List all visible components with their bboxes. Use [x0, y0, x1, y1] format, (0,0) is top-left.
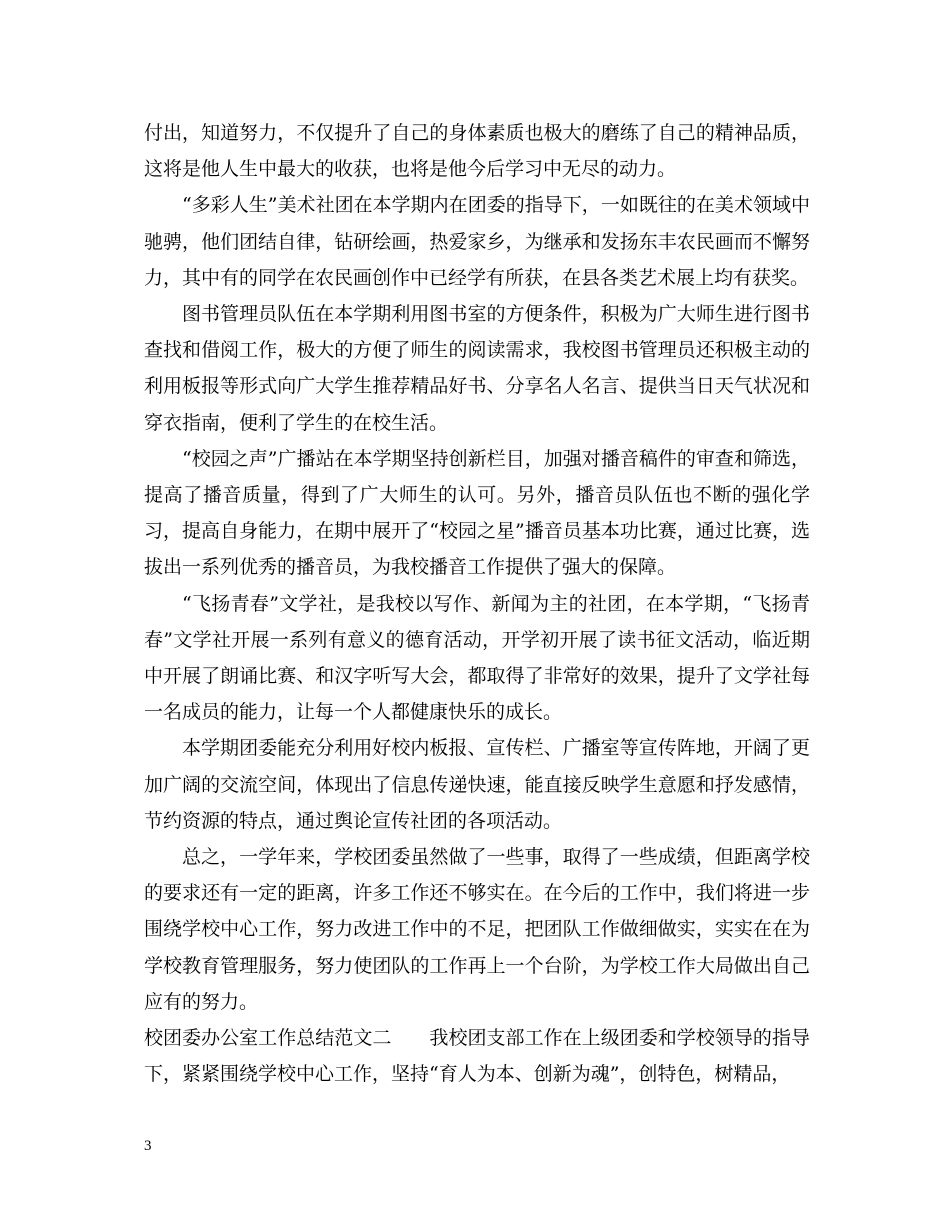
page-number: 3	[144, 1138, 152, 1154]
body-text	[144, 115, 810, 1092]
paragraph-librarians: 图书管理员队伍在本学期利用图书室的方便条件，积极为广大师生进行图书查找和借阅工作，极大的方便了师生的阅读需求，我校图书管理员还积极主动的利用板报等形式向广大学生推荐精品好书、分享名人名言、提供当日天气状况和穿衣指南，便利了学生的在校生活。	[144, 303, 810, 434]
paragraph-art-club: “多彩人生”美术社团在本学期内在团委的指导下，一如既往的在美术领域中驰骋，他们团结自律，钻研绘画，热爱家乡，为继承和发扬东丰农民画而不懈努力，其中有的同学在农民画创作中已经学有所获，在县各类艺术展上均有获奖。	[144, 194, 810, 289]
paragraph-continuation: 付出，知道努力，不仅提升了自己的身体素质也极大的磨练了自己的精神品质，这将是他人生中最大的收获，也将是他今后学习中无尽的动力。	[144, 122, 810, 181]
paragraph-literature-club: “飞扬青春”文学社，是我校以写作、新闻为主的社团，在本学期，“飞扬青春”文学社开展一系列有意义的德育活动，开学初开展了读书征文活动，临近期中开展了朗诵比赛、和汉字听写大会，都取得了非常好的效果，提升了文学社每一名成员的能力，让每一个人都健康快乐的成长。	[144, 592, 810, 724]
paragraph-publicity: 本学期团委能充分利用好校内板报、宣传栏、广播室等宣传阵地，开阔了更加广阔的交流空间，体现出了信息传递快速，能直接反映学生意愿和抒发感情，节约资源的特点，通过舆论宣传社团的各项活动。	[144, 737, 810, 832]
paragraph-summary: 总之，一学年来，学校团委虽然做了一些事，取得了一些成绩，但距离学校的要求还有一定的距离，许多工作还不够实在。在今后的工作中，我们将进一步围绕学校中心工作，努力改进工作中的不足，把团队工作做细做实，实实在在为学校教育管理服务，努力使团队的工作再上一个台阶，为学校工作大局做出自己应有的努力。	[144, 846, 810, 1013]
paragraph-broadcast-station: “校园之声”广播站在本学期坚持创新栏目，加强对播音稿件的审查和筛选，提高了播音质量，得到了广大师生的认可。另外，播音员队伍也不断的强化学习，提高自身能力，在期中展开了“校园之星”播音员基本功比赛，通过比赛，选拔出一系列优秀的播音员，为我校播音工作提供了强大的保障。	[144, 447, 810, 579]
paragraph-sample-two: 校团委办公室工作总结范文二 我校团支部工作在上级团委和学校领导的指导下，紧紧围绕学校中心工作，坚持“育人为本、创新为魂”，创特色，树精品，	[144, 1027, 810, 1086]
